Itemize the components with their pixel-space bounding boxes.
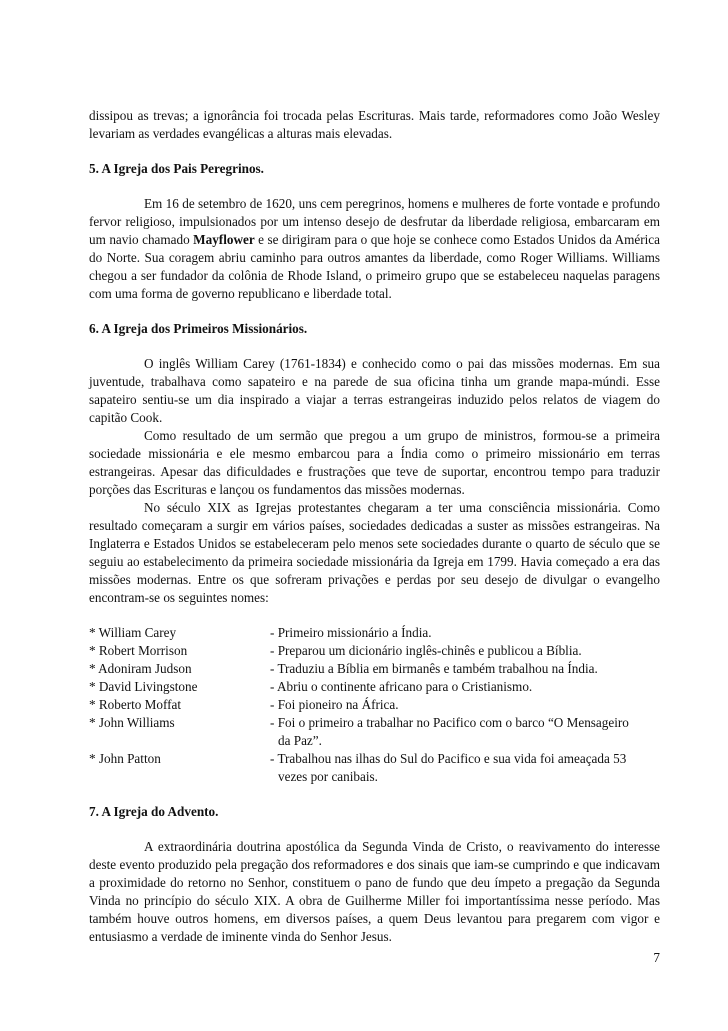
list-item [89,624,660,642]
list-item [89,660,660,678]
description-text: - Abriu o continente africano para o Cristianismo. [270,679,533,694]
section-6-paragraph-2: Como resultado de um sermão que pregou a um grupo de ministros, formou-se a primeira sociedade missionária e ele mesmo embarcou para a Índia como o primeiro missionário em terras estrangeiras. Apesar das dificuldades e frustrações que teve de suportar, encontrou tempo para traduzir porções das Escrituras e lançou os fundamentos das missões modernas. [89,428,660,497]
missionaries-list [89,624,660,786]
ship-name-bold: Mayflower [193,232,255,247]
intro-paragraph: dissipou as trevas; a ignorância foi trocada pelas Escrituras. Mais tarde, reformadores como João Wesley levariam as verdades evangélicas a alturas mais elevadas. [89,108,660,141]
description-text: - Trabalhou nas ilhas do Sul do Pacifico e sua vida foi ameaçada 53 [270,751,627,766]
missionary-name: * John Patton [89,751,161,766]
description-text: - Preparou um dicionário inglês-chinês e publicou a Bíblia. [270,643,582,658]
section-6-paragraph-3: No século XIX as Igrejas protestantes chegaram a ter uma consciência missionária. Como resultado começaram a surgir em vários países, sociedades dedicadas a suster as missões estrangeiras. Na Inglaterra e Estados Unidos se estabeleceram pelo menos sete sociedades durante o quarto de século que se seguiu ao estabelecimento da primeira sociedade missionária da Igreja em 1799. Havia começado a era das missões modernas. Entre os que sofreram privações e perdas por seu desejo de divulgar o evangelho encontram-se os seguintes nomes: [89,500,660,605]
text-span: e se dirigiram para o que hoje se conhece como Estados Unidos da América do Norte. Sua coragem abriu caminho para outros amantes da liberdade, como Roger Williams. Williams chegou a ser fundador da colônia de Rhode Island, o primeiro grupo que se estabeleceu naquelas paragens com uma forma de governo republicano e liberdade total. [89,232,660,301]
missionary-description [270,642,660,660]
missionary-description [270,696,660,714]
missionary-description [270,624,660,642]
section-5-heading: 5. A Igreja dos Pais Peregrinos. [89,161,264,176]
missionary-name: * Roberto Moffat [89,697,182,712]
description-text: - Traduziu a Bíblia em birmanês e também trabalhou na Índia. [270,661,598,676]
text-span: Em 16 de setembro de 1620, uns cem peregrinos, homens e mulheres de forte vontade e profundo fervor religioso, impulsionados por um intenso desejo de desfrutar da liberdade religiosa, embarcaram em um navio chamado [89,196,660,247]
list-item [89,642,660,660]
section-6-paragraph-1: O inglês William Carey (1761-1834) e conhecido como o pai das missões modernas. Em sua juventude, trabalhava como sapateiro e na parede de sua oficina tinha um grande mapa-múndi. Esse sapateiro sentiu-se um dia inspirado a viajar a terras estrangeiras induzido pelos relatos de viagem do capitão Cook. [89,356,660,425]
missionary-name: * David Livingstone [89,679,198,694]
description-text: - Foi pioneiro na África. [270,697,399,712]
description-text: - Primeiro missionário a Índia. [270,625,432,640]
list-item [89,678,660,696]
document-page [89,107,660,946]
list-item [89,714,660,750]
list-item [89,750,660,786]
description-continuation: da Paz”. [278,733,322,748]
missionary-description [270,660,660,678]
missionary-name: * Robert Morrison [89,643,188,658]
missionary-name: * Adoniram Judson [89,661,192,676]
page-number: 7 [653,950,660,965]
missionary-name: * William Carey [89,625,177,640]
section-7-heading: 7. A Igreja do Advento. [89,804,219,819]
section-5-paragraph [89,195,660,303]
missionary-description [270,678,660,696]
missionary-description [270,714,660,750]
missionary-description [270,750,660,786]
section-7-paragraph: A extraordinária doutrina apostólica da Segunda Vinda de Cristo, o reavivamento do interesse deste evento produzido pela pregação dos reformadores e dos sinais que iam-se cumprindo e que indicavam a proximidade do retorno no Senhor, constituem o pano de fundo que deu ímpeto a pregação da Segunda Vinda no princípio do século XIX. A obra de Guilherme Miller foi importantíssima nesse período. Mas também houve outros homens, em diversos países, a quem Deus levantou para pregarem com vigor e entusiasmo a verdade de iminente vinda do Senhor Jesus. [89,839,660,944]
section-6-heading: 6. A Igreja dos Primeiros Missionários. [89,321,308,336]
description-text: - Foi o primeiro a trabalhar no Pacifico com o barco “O Mensageiro [270,715,629,730]
description-continuation: vezes por canibais. [278,769,378,784]
missionary-name: * John Williams [89,715,175,730]
list-item [89,696,660,714]
